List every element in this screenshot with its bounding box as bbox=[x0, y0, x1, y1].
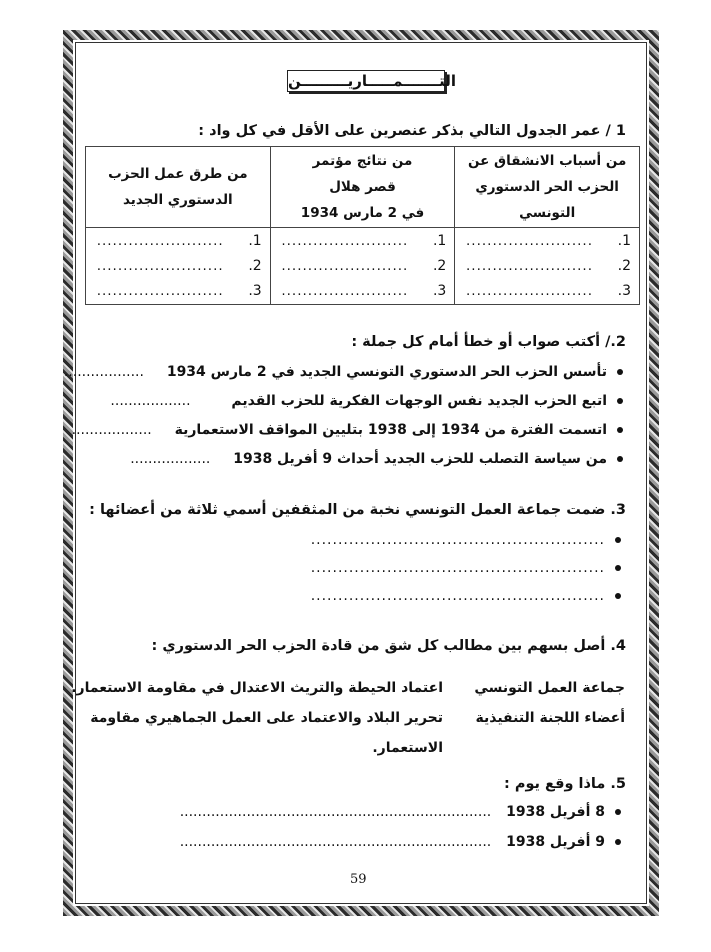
q1-results-answers[interactable]: 1. ........................ 2. ........................ 3. ........................ bbox=[270, 228, 455, 305]
q1-col-results-header: من نتائج مؤتمر قصر هلال في 2 مارس 1934 bbox=[270, 147, 455, 228]
q4-demand-liberation[interactable]: تحرير البلاد والاعتماد على العمل الجماهيري مقاومة bbox=[90, 710, 443, 726]
q3-answer-line[interactable]: ...................................................... bbox=[311, 560, 621, 576]
q1-methods-answers[interactable]: 1. ........................ 2. ........................ 3. ........................ bbox=[86, 228, 271, 305]
bullet-icon bbox=[615, 565, 621, 571]
page-number: 59 bbox=[350, 872, 367, 887]
bullet-icon bbox=[615, 809, 621, 815]
q2-statement: تأسس الحزب الحر الدستوري التونسي الجديد في 2 مارس 1934 .................. bbox=[64, 364, 623, 380]
bullet-icon bbox=[617, 427, 623, 433]
bullet-icon bbox=[615, 537, 621, 543]
q1-col-causes-header: من أسباب الانشقاق عن الحزب الحر الدستوري التونسي bbox=[455, 147, 640, 228]
page-title: التـــــــمـــــاريـــــــــن bbox=[288, 72, 457, 90]
q4-heading: 4. أصل بسهم بين مطالب كل شق من قادة الحزب الحر الدستوري : bbox=[151, 638, 626, 654]
q3-answer-line[interactable]: ...................................................... bbox=[311, 588, 621, 604]
q4-demand-caution[interactable]: اعتماد الحيطة والتريث الاعتدال في مقاومة الاستعمار. bbox=[71, 680, 443, 696]
q4-group-tunisian-action[interactable]: جماعة العمل التونسي bbox=[474, 680, 625, 696]
q5-date-line[interactable]: 8 أفريل 1938 ...................................................................... bbox=[180, 804, 621, 820]
bullet-icon bbox=[617, 456, 623, 462]
bullet-icon bbox=[617, 369, 623, 375]
q5-heading: 5. ماذا وقع يوم : bbox=[503, 776, 626, 792]
q2-statement: اتسمت الفترة من 1934 إلى 1938 بتليين المواقف الاستعمارية .................. bbox=[72, 422, 623, 438]
q5-date-line[interactable]: 9 أفريل 1938 ...................................................................... bbox=[180, 834, 621, 850]
q1-table bbox=[85, 146, 640, 305]
q2-heading: 2./ أكتب صواب أو خطأ أمام كل جملة : bbox=[351, 334, 626, 350]
bullet-icon bbox=[615, 839, 621, 845]
q4-demand-liberation-cont: الاستعمار. bbox=[372, 740, 443, 756]
q3-answer-line[interactable]: ...................................................... bbox=[311, 532, 621, 548]
q2-statement: اتبع الحزب الجديد نفس الوجهات الفكرية للحزب القديم .................. bbox=[110, 393, 623, 409]
bullet-icon bbox=[615, 593, 621, 599]
q1-heading: 1 / عمر الجدول التالي بذكر عنصرين على الأقل في كل واد : bbox=[198, 123, 626, 139]
q1-col-methods-header: من طرق عمل الحزب الدستوري الجديد bbox=[86, 147, 271, 228]
q1-causes-answers[interactable]: 1. ........................ 2. ........................ 3. ........................ bbox=[455, 228, 640, 305]
bullet-icon bbox=[617, 398, 623, 404]
q2-statement: من سياسة التصلب للحزب الجديد أحداث 9 أفريل 1938 .................. bbox=[130, 451, 623, 467]
q3-heading: 3. ضمت جماعة العمل التونسي نخبة من المثقفين أسمي ثلاثة من أعضائها : bbox=[89, 502, 626, 518]
q4-group-executive-committee[interactable]: أعضاء اللجنة التنفيذية bbox=[475, 710, 625, 726]
